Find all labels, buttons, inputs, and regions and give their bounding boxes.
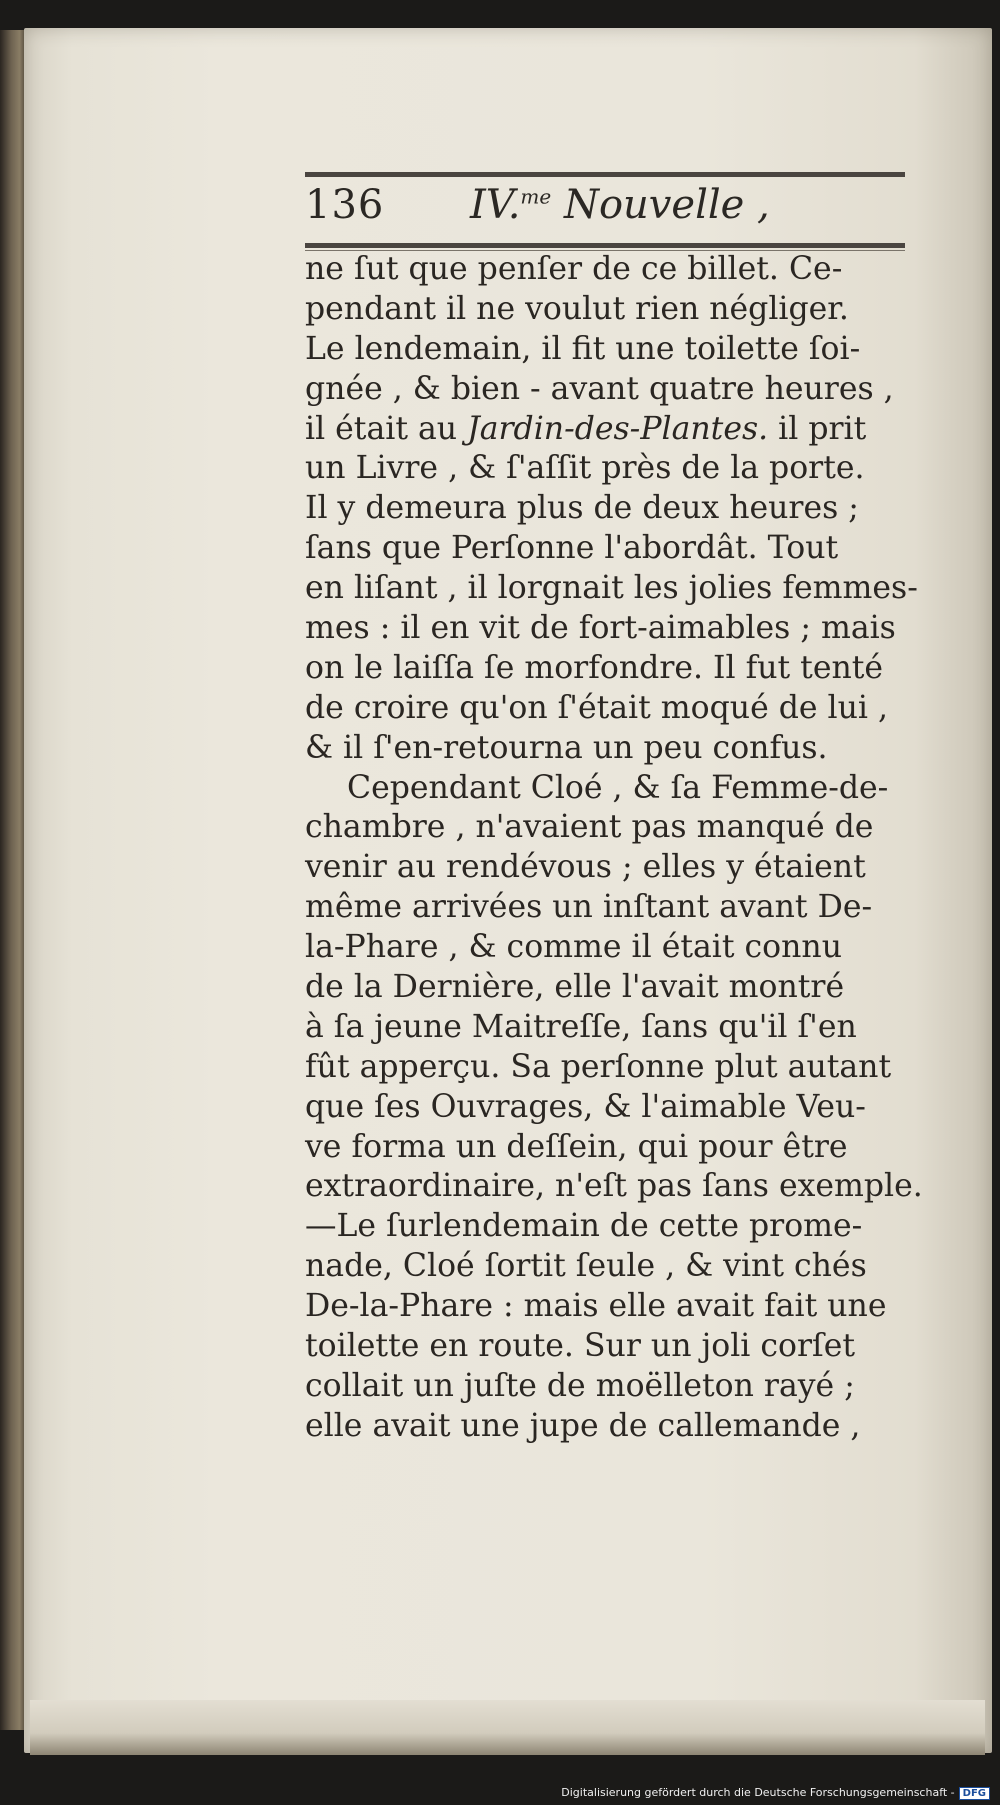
text-line: nade, Cloé ſortit ſeule , & vint chés — [305, 1248, 867, 1285]
text-line: ve forma un deſſein, qui pour être — [305, 1128, 848, 1165]
page-bottom-edge — [30, 1700, 985, 1755]
chapter-word: Nouvelle , — [563, 182, 770, 228]
text-line: toilette en route. Sur un joli corſet — [305, 1328, 856, 1365]
place-name: Jardin-des-Plantes. — [467, 410, 769, 447]
text-line: à ſa jeune Maitreſſe, ſans qu'il ſ'en — [305, 1008, 857, 1045]
text-line: fût apperçu. Sa perſonne plut autant — [305, 1048, 892, 1085]
text-line: même arrivées un inſtant avant De- — [305, 889, 873, 926]
text-line: & il ſ'en-retourna un peu confus. — [305, 729, 828, 766]
text-line: de la Dernière, elle l'avait montré — [305, 969, 845, 1006]
header-rule-bottom — [305, 243, 905, 248]
page-number: 136 — [305, 182, 385, 228]
text-line: extraordinaire, n'eſt pas ſans exemple. — [305, 1168, 923, 1205]
text-line: elle avait une jupe de callemande , — [305, 1407, 861, 1444]
text-line: de croire qu'on ſ'était moqué de lui , — [305, 689, 889, 726]
body-text — [305, 250, 925, 1447]
running-head — [305, 182, 905, 238]
text-line: ſans que Perſonne l'abordât. Tout — [305, 530, 839, 567]
text-line: gnée , & bien - avant quatre heures , — [305, 370, 894, 407]
text-line: que ſes Ouvrages, & l'aimable Veu- — [305, 1088, 866, 1125]
text-line: —Le ſurlendemain de cette prome- — [305, 1208, 863, 1245]
text-line: en liſant , il lorgnait les jolies femmes- — [305, 570, 918, 607]
chapter-superscript: me — [520, 184, 552, 209]
text-line: Le lendemain, il fit une toilette ſoi- — [305, 330, 861, 367]
text-segment: il était au — [305, 410, 468, 447]
dfg-logo: DFG — [959, 1787, 990, 1800]
text-line: Cependant Cloé , & ſa Femme-de- — [347, 769, 889, 806]
text-line: ne ſut que penſer de ce billet. Ce- — [305, 251, 843, 287]
text-line: De-la-Phare : mais elle avait fait une — [305, 1288, 887, 1325]
chapter-title — [470, 182, 770, 228]
text-line: pendant il ne voulut rien négliger. — [305, 290, 849, 327]
text-line: Il y demeura plus de deux heures ; — [305, 490, 859, 527]
digitization-credit — [561, 1786, 990, 1800]
text-line: un Livre , & ſ'aſſit près de la porte. — [305, 450, 865, 487]
chapter-roman: IV. — [470, 182, 521, 228]
text-line — [305, 410, 925, 450]
credit-text: Digitalisierung gefördert durch die Deutsche Forschungsgemeinschaft - — [561, 1786, 955, 1799]
text-line: venir au rendévous ; elles y étaient — [305, 849, 866, 886]
text-line: mes : il en vit de fort-aimables ; mais — [305, 610, 896, 647]
text-segment: il prit — [768, 410, 867, 447]
text-line: la-Phare , & comme il était connu — [305, 929, 843, 966]
header-rule-top — [305, 172, 905, 177]
text-line: collait un juſte de moëlleton rayé ; — [305, 1367, 855, 1404]
text-line: chambre , n'avaient pas manqué de — [305, 809, 874, 846]
text-line: on le laiſſa ſe morfondre. Il fut tenté — [305, 649, 884, 686]
